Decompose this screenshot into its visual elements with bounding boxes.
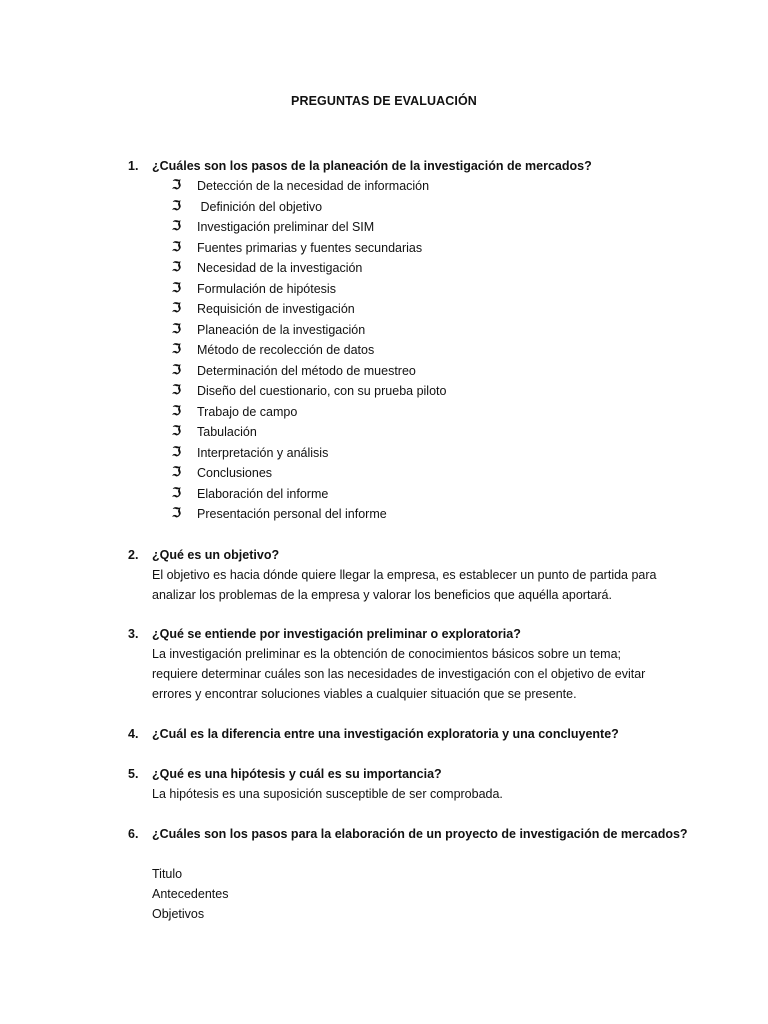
list-item	[172, 279, 446, 300]
page-title: PREGUNTAS DE EVALUACIÓN	[291, 94, 477, 108]
list-item	[172, 463, 446, 484]
answer-text	[152, 784, 672, 804]
list-item	[172, 381, 446, 402]
project-steps-list	[152, 864, 228, 924]
bullet-icon: ℑ	[172, 280, 182, 296]
bullet-icon: ℑ	[172, 362, 182, 378]
list-item	[172, 258, 446, 279]
list-item-text: Trabajo de campo	[197, 404, 298, 419]
answer-line: La hipótesis es una suposición susceptible de ser comprobada.	[152, 787, 503, 801]
bullet-icon: ℑ	[172, 301, 182, 316]
list-item-text: Diseño del cuestionario, con su prueba piloto	[197, 384, 447, 398]
bullet-icon: ℑ	[172, 383, 182, 398]
list-item-text: Método de recolección de datos	[197, 343, 375, 357]
list-item: Titulo	[152, 867, 183, 881]
list-item: Objetivos	[152, 907, 205, 921]
bullet-icon: ℑ	[172, 260, 182, 275]
list-item	[172, 320, 446, 341]
bullet-icon: ℑ	[172, 485, 182, 501]
answer-text	[152, 565, 672, 605]
bullet-icon: ℑ	[172, 342, 182, 357]
list-item-text: Presentación personal del informe	[197, 507, 387, 521]
bullet-icon: ℑ	[172, 424, 182, 439]
bullet-icon: ℑ	[172, 321, 182, 337]
question-number: 3.	[128, 627, 139, 641]
question-number: 5.	[128, 767, 139, 781]
list-item	[172, 361, 446, 382]
question-number: 4.	[128, 727, 139, 741]
answer-line: analizar los problemas de la empresa y valorar los beneficios que aquélla aportará.	[152, 588, 612, 602]
answer-line: requiere determinar cuáles son las necesidades de investigación con el objetivo de evitar	[152, 667, 646, 681]
question-number: 2.	[128, 548, 139, 562]
list-item-text: Necesidad de la investigación	[197, 261, 363, 275]
question-number: 1.	[128, 159, 139, 173]
bullet-icon: ℑ	[172, 444, 182, 460]
list-item-text: Definición del objetivo	[197, 199, 323, 214]
question-text: ¿Qué se entiende por investigación preliminar o exploratoria?	[152, 627, 521, 641]
list-item-text: Fuentes primarias y fuentes secundarias	[197, 240, 423, 255]
planning-steps-list	[172, 176, 446, 525]
list-item-text: Elaboración del informe	[197, 486, 329, 501]
answer-text	[152, 644, 672, 704]
list-item	[172, 176, 446, 197]
list-item: Antecedentes	[152, 887, 229, 901]
list-item-text: Detección de la necesidad de información	[197, 179, 430, 193]
bullet-icon: ℑ	[172, 465, 182, 480]
question-number: 6.	[128, 827, 139, 841]
list-item	[172, 299, 446, 320]
answer-line: errores y encontrar soluciones viables a cualquier situación que se presente.	[152, 687, 577, 701]
bullet-icon: ℑ	[172, 198, 182, 214]
question-text: ¿Cuáles son los pasos de la planeación de la investigación de mercados?	[152, 159, 592, 173]
answer-line: La investigación preliminar es la obtención de conocimientos básicos sobre un tema;	[152, 647, 622, 661]
question-text: ¿Qué es una hipótesis y cuál es su importancia?	[152, 767, 442, 781]
question-text: ¿Qué es un objetivo?	[152, 548, 280, 562]
list-item-text: Conclusiones	[197, 466, 273, 480]
list-item	[172, 504, 446, 525]
list-item	[172, 422, 446, 443]
list-item	[172, 340, 446, 361]
bullet-icon: ℑ	[172, 403, 182, 419]
bullet-icon: ℑ	[172, 178, 182, 193]
list-item-text: Tabulación	[197, 425, 257, 439]
question-text: ¿Cuál es la diferencia entre una investigación exploratoria y una concluyente?	[152, 727, 619, 741]
list-item	[172, 238, 446, 259]
list-item	[172, 484, 446, 505]
list-item-text: Investigación preliminar del SIM	[197, 220, 375, 234]
list-item	[172, 197, 446, 218]
answer-line: El objetivo es hacia dónde quiere llegar la empresa, es establecer un punto de partida para	[152, 568, 657, 582]
list-item	[172, 443, 446, 464]
list-item	[172, 402, 446, 423]
list-item-text: Formulación de hipótesis	[197, 281, 336, 296]
list-item-text: Determinación del método de muestreo	[197, 363, 416, 378]
bullet-icon: ℑ	[172, 219, 182, 234]
list-item	[172, 217, 446, 238]
list-item-text: Interpretación y análisis	[197, 445, 329, 460]
list-item-text: Planeación de la investigación	[197, 322, 366, 337]
question-text: ¿Cuáles son los pasos para la elaboración de un proyecto de investigación de mercados?	[152, 827, 688, 841]
list-item-text: Requisición de investigación	[197, 302, 355, 316]
bullet-icon: ℑ	[172, 506, 182, 521]
bullet-icon: ℑ	[172, 239, 182, 255]
